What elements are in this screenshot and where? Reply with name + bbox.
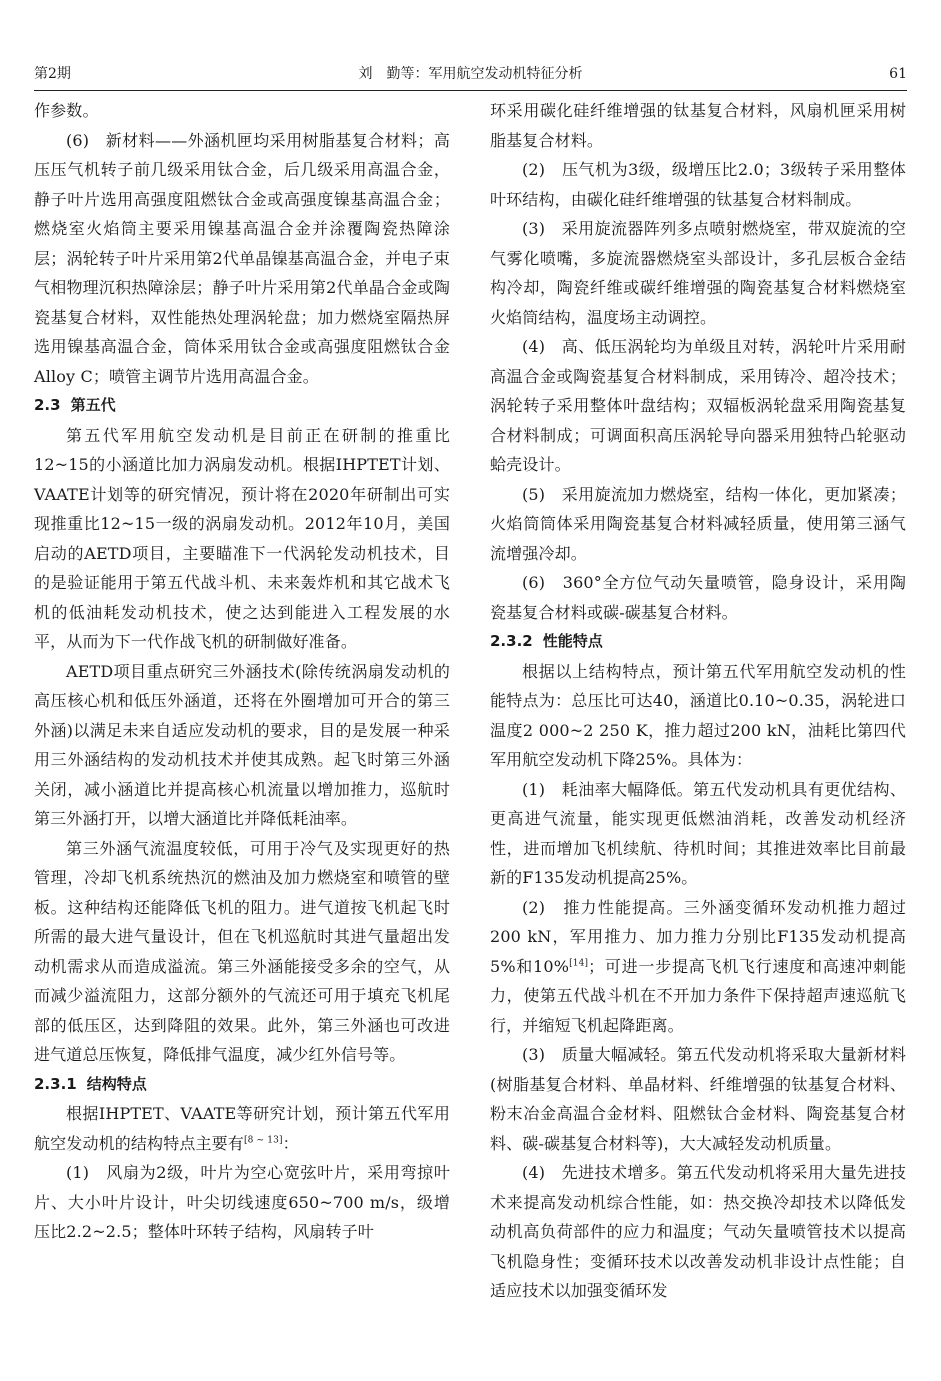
paragraph-continuation: 作参数。	[34, 101, 99, 120]
section-heading-2-3	[34, 391, 450, 421]
paragraph-aetd: AETD项目重点研究三外涵技术(除传统涡扇发动机的高压核心机和低压外涵道，还将在外圈增加可开合的第三外涵)以满足未来自适应发动机的要求，目的是发展一种采用三外涵结构的发动机技术并使其成熟。起飞时第三外涵关闭，减小涵道比并提高核心机流量以增加推力，巡航时第三外涵打开，以增大涵道比并降低耗油率。	[34, 661, 450, 828]
paragraph-compressor: (2) 压气机为3级，级增压比2.0；3级转子采用整体叶环结构，由碳化硅纤维增强的钛基复合材料制成。	[490, 160, 906, 209]
issue-number: 第2期	[34, 66, 71, 82]
paragraph-text: 根据IHPTET、VAATE等研究计划，预计第五代军用航空发动机的结构特点主要有	[34, 1104, 450, 1153]
paragraph-afterburner: (5) 采用旋流加力燃烧室，结构一体化，更加紧凑；火焰筒筒体采用陶瓷基复合材料减轻质量，使用第三涵气流增强冷却。	[490, 484, 906, 563]
paragraph-structure-intro	[34, 1099, 450, 1158]
header-rule	[34, 90, 907, 91]
running-header	[34, 62, 907, 86]
paragraph-third-bypass: 第三外涵气流温度较低，可用于冷气及实现更好的热管理，冷却飞机系统热沉的燃油及加力燃烧室和喷管的壁板。这种结构还能降低飞机的阻力。进气道按飞机起飞时所需的最大进气量设计，但在飞机巡航时其进气量超出发动机需求从而造成溢流。第三外涵能接受多余的空气，从而减少溢流阻力，这部分额外的气流还可用于填充飞机尾部的低压区，达到降阻的效果。此外，第三外涵也可改进进气道总压恢复，降低排气温度，减少红外信号等。	[34, 838, 450, 1064]
section-title: 结构特点	[86, 1074, 147, 1093]
paragraph-text: (2) 推力性能提高。三外涵变循环发动机推力超过200 kN，军用推力、加力推力分别比F135发动机提高5%和10%	[490, 897, 906, 976]
paragraph-new-materials: (6) 新材料——外涵机匣均采用树脂基复合材料；高压压气机转子前几级采用钛合金，后几级采用高温合金，静子叶片选用高强度阻燃钛合金或高强度镍基高温合金；燃烧室火焰筒主要采用镍基高温合金并涂覆陶瓷热障涂层；涡轮转子叶片采用第2代单晶镍基高温合金，并电子束气相物理沉积热障涂层；静子叶片采用第2代单晶合金或陶瓷基复合材料，双性能热处理涡轮盘；加力燃烧室隔热屏选用镍基高温合金，筒体采用钛合金或高强度阻燃钛合金Alloy C；喷管主调节片选用高温合金。	[34, 130, 450, 386]
right-column	[490, 96, 906, 1306]
section-heading-2-3-2	[490, 627, 906, 657]
section-heading-2-3-1	[34, 1070, 450, 1100]
paragraph-fifth-gen-intro: 第五代军用航空发动机是目前正在研制的推重比12~15的小涵道比加力涡扇发动机。根据IHPTET计划、VAATE计划等的研究情况，预计将在2020年研制出可实现推重比12~15一级的涡扇发动机。2012年10月，美国启动的AETD项目，主要瞄准下一代涡轮发动机技术，目的是验证能用于第五代战斗机、未来轰炸机和其它战术飞机的低油耗发动机技术，使之达到能进入工程发展的水平，从而为下一代作战飞机的研制做好准备。	[34, 425, 450, 651]
paragraph-fan: (1) 风扇为2级，叶片为空心宽弦叶片，采用弯掠叶片、大小叶片设计，叶尖切线速度650~700 m/s，级增压比2.2~2.5；整体叶环转子结构，风扇转子叶	[34, 1163, 450, 1241]
section-title: 性能特点	[542, 632, 603, 650]
paragraph-weight: (3) 质量大幅减轻。第五代发动机将采取大量新材料(树脂基复合材料、单晶材料、纤维增强的钛基复合材料、粉末冶金高温合金材料、阻燃钛合金材料、陶瓷基复合材料、碳-碳基复合材料等)，大大减轻发动机质量。	[490, 1045, 906, 1153]
paragraph-nozzle: (6) 360°全方位气动矢量喷管，隐身设计，采用陶瓷基复合材料或碳-碳基复合材料。	[490, 573, 906, 622]
citation-ref: [8 ~ 13]	[243, 1135, 283, 1146]
paragraph-fuel-consumption: (1) 耗油率大幅降低。第五代发动机具有更优结构、更高进气流量，能实现更低燃油消耗，改善发动机经济性，进而增加飞机续航、待机时间；其推进效率比目前最新的F135发动机提高25%。	[490, 779, 906, 887]
paragraph-advanced-tech: (4) 先进技术增多。第五代发动机将采用大量先进技术来提高发动机综合性能，如：热交换冷却技术以降低发动机高负荷部件的应力和温度；气动矢量喷管技术以提高飞机隐身性；变循环技术以改善发动机非设计点性能；自适应技术以加强变循环发	[490, 1163, 906, 1300]
paragraph-turbine: (4) 高、低压涡轮均为单级且对转，涡轮叶片采用耐高温合金或陶瓷基复合材料制成，采用铸冷、超冷技术；涡轮转子采用整体叶盘结构；双辐板涡轮盘采用陶瓷基复合材料制成；可调面积高压涡轮导向器采用独特凸轮驱动蛤壳设计。	[490, 337, 906, 474]
section-number: 2.3.2	[490, 632, 533, 650]
page-number: 61	[889, 66, 907, 82]
paragraph-continuation: 环采用碳化硅纤维增强的钛基复合材料，风扇机匣采用树脂基复合材料。	[490, 101, 906, 150]
paragraph-text: ；可进一步提高飞机飞行速度和高速冲刺能力，使第五代战斗机在不开加力条件下保持超声速巡航飞行，并缩短飞机起降距离。	[490, 956, 906, 1035]
article-title-header: 刘 勤等：军用航空发动机特征分析	[358, 66, 583, 82]
section-number: 2.3	[34, 396, 61, 414]
paragraph-combustor: (3) 采用旋流器阵列多点喷射燃烧室，带双旋流的空气雾化喷嘴，多旋流器燃烧室头部设计，多孔层板合金结构冷却，陶瓷纤维或碳纤维增强的陶瓷基复合材料燃烧室火焰筒结构，温度场主动调控。	[490, 219, 906, 327]
paragraph-performance-intro: 根据以上结构特点，预计第五代军用航空发动机的性能特点为：总压比可达40，涵道比0.10~0.35，涡轮进口温度2 000~2 250 K，推力超过200 kN，油耗比第四代军用航空发动机下降25%。具体为：	[490, 661, 906, 769]
section-title: 第五代	[70, 396, 116, 414]
paragraph-text: ：	[282, 1133, 299, 1153]
left-column	[34, 96, 450, 1247]
section-number: 2.3.1	[34, 1074, 77, 1093]
paragraph-thrust	[490, 893, 906, 1041]
citation-ref: [14]	[569, 958, 589, 969]
